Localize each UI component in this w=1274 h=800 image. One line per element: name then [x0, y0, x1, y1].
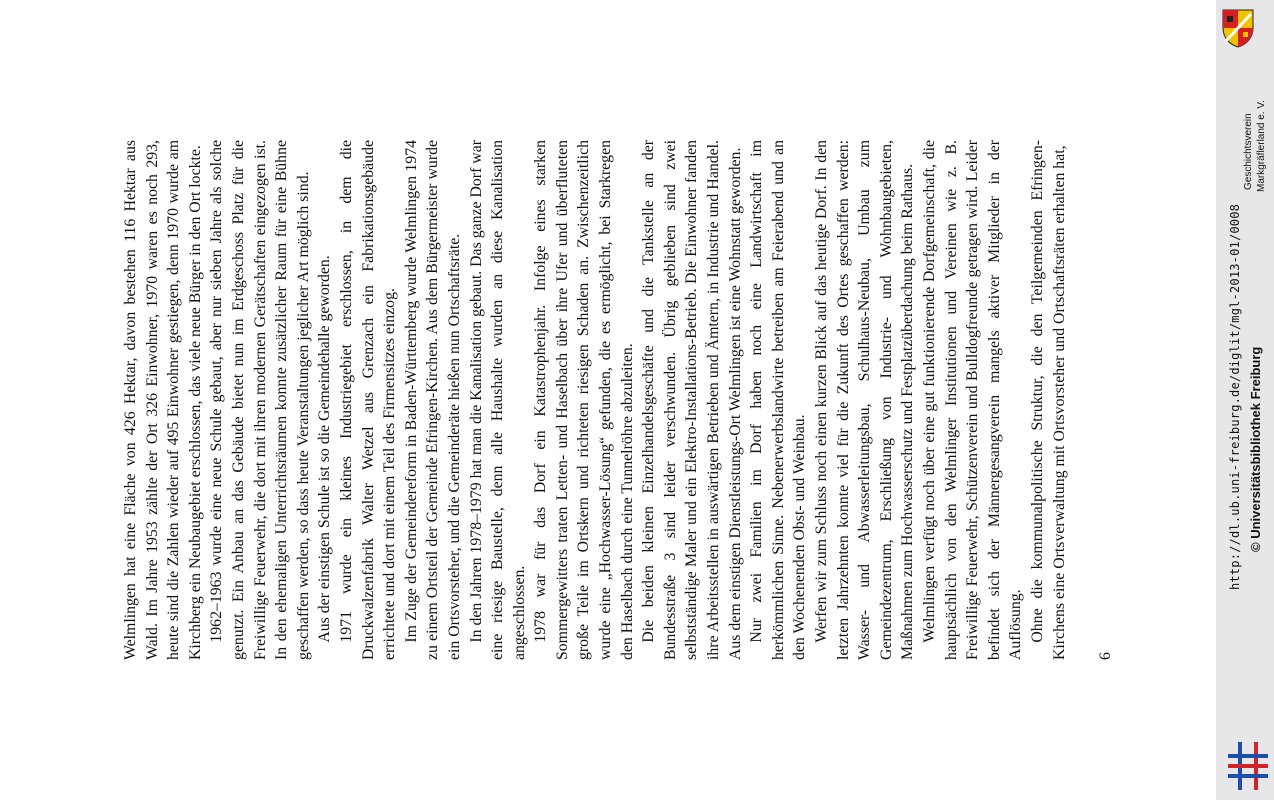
copyright-notice: © Universitätsbibliothek Freiburg [1248, 346, 1263, 552]
paragraph: Welmlingen verfügt noch über eine gut funktionierende Dorfgemeinschaft, die hauptsächlich von den Welmlinger Institutionen und Vereinen wie z. B. Freiwillige Feuerwehr, Schützenverein und Bulldogfreunde getragen wird. Leider befindet sich der Männergesangverein mangels aktiver Mitglieder in der Auflösung. [920, 140, 1025, 660]
paragraph: 1962–1963 wurde eine neue Schule gebaut, aber nur sieben Jahre als solche genutzt. Ein Anbau an das Gebäude bietet nun im Erdgeschoss Platz für die Freiwillige Feuerwehr, die dort mit ihren modernen Gerätschaften eingezogen ist. In den ehemaligen Unterrichtsräumen konnte zusätzlicher Raum für eine Bühne geschaffen werden, so dass heute Veranstaltungen jeglicher Art möglich sind. [208, 140, 312, 660]
coat-of-arms-icon [1221, 8, 1255, 48]
society-name-line1: Geschichtsverein [1243, 113, 1254, 190]
paragraph: Welmlingen hat eine Fläche von 426 Hektar, davon bestehen 116 Hektar aus Wald. Im Jahre 1953 zählte der Ort 326 Einwohner, 1970 waren es noch 293, heute sind die Zahlen wieder auf 495 Einwohner gestiegen, denn 1970 wurde am Kirchberg ein Neubaugebiet erschlossen, das viele neue Bürger in den Ort lockte. [122, 140, 204, 660]
sidebar-rotated-text [1216, 0, 1274, 800]
society-name-line2: Markgräflerland e. V. [1256, 100, 1267, 192]
paragraph: Im Zuge der Gemeindereform in Baden-Württemberg wurde Welmlingen 1974 zu einem Ortsteil der Gemeinde Efringen-Kirchen. Aus dem Bürgermeister wurde ein Ortsvorsteher, und die Gemeinderäte hießen nun Ortschaftsräte. [402, 140, 463, 660]
paragraph: Ohne die kommunalpolitische Struktur, die den Teilgemeinden Efringen-Kirchens eine Ortsverwaltung mit Ortsvorsteher und Ortschaftsräten erhalten hat, [1028, 140, 1068, 660]
article-text [120, 140, 1070, 660]
paragraph: Aus der einstigen Schule ist so die Gemeindehalle geworden. [316, 255, 334, 643]
paragraph: Nur zwei Familien im Dorf haben noch eine Landwirtschaft im herkömmlichen Sinne. Nebenerwerbslandwirte betreiben am Feierabend und an den Wochenenden Obst- und Weinbau. [748, 140, 809, 660]
ub-freiburg-logo-icon [1228, 742, 1268, 790]
paragraph: 1978 war für das Dorf ein Katastrophenjahr. Infolge eines starken Sommergewitters traten Letten- und Haselbach über ihre Ufer und überfluteten große Teile im Ortskern und richteten riesigen Schaden an. Zwischenzeitlich wurde eine „Hochwasser-Lösung“ gefunden, die es ermöglicht, bei Starkregen den Haselbach durch eine Tunnelröhre abzuleiten. [532, 140, 636, 660]
paragraph: Werfen wir zum Schluss noch einen kurzen Blick auf das heutige Dorf. In den letzten Jahrzehnten konnte viel für die Zukunft des Ortes geschaffen werden: Wasser- und Abwasserleitungsbau, Schulhaus-Neubau, Umbau zum Gemeindezentrum, Erschließung von Industrie- und Wohnbaugebieten, Maßnahmen zum Hochwasserschutz und Festplatzüberdachung beim Rathaus. [813, 140, 917, 660]
paragraph: Die beiden kleinen Einzelhandelsgeschäfte und die Tankstelle an der Bundesstraße 3 sind leider verschwunden. Übrig geblieben sind zwei selbstständige Maler und ein Elektro-Installations-Betrieb. Die Einwohner fanden ihre Arbeitsstellen in auswärtigen Betrieben und Ämtern, in Industrie und Handel. Aus dem einstigen Dienstleistungs-Ort Welmlingen ist eine Wohnstatt geworden. [640, 140, 744, 660]
viewer-sidebar [1216, 0, 1274, 800]
paragraph: In den Jahren 1978–1979 hat man die Kanalisation gebaut. Das ganze Dorf war eine riesige Baustelle, denn alle Haushalte wurden an diese Kanalisation angeschlossen. [467, 140, 528, 660]
paragraph: 1971 wurde ein kleines Industriegebiet erschlossen, in dem die Druckwalzenfabrik Walter Wetzel aus Grenzach ein Fabrikationsgebäude errichtete und dort mit einem Teil des Firmensitzes einzog. [337, 140, 399, 660]
page-number: 6 [1097, 652, 1114, 660]
permalink-url[interactable]: http://dl.ub.uni-freiburg.de/diglit/mgl-2013-01/0008 [1228, 203, 1242, 590]
